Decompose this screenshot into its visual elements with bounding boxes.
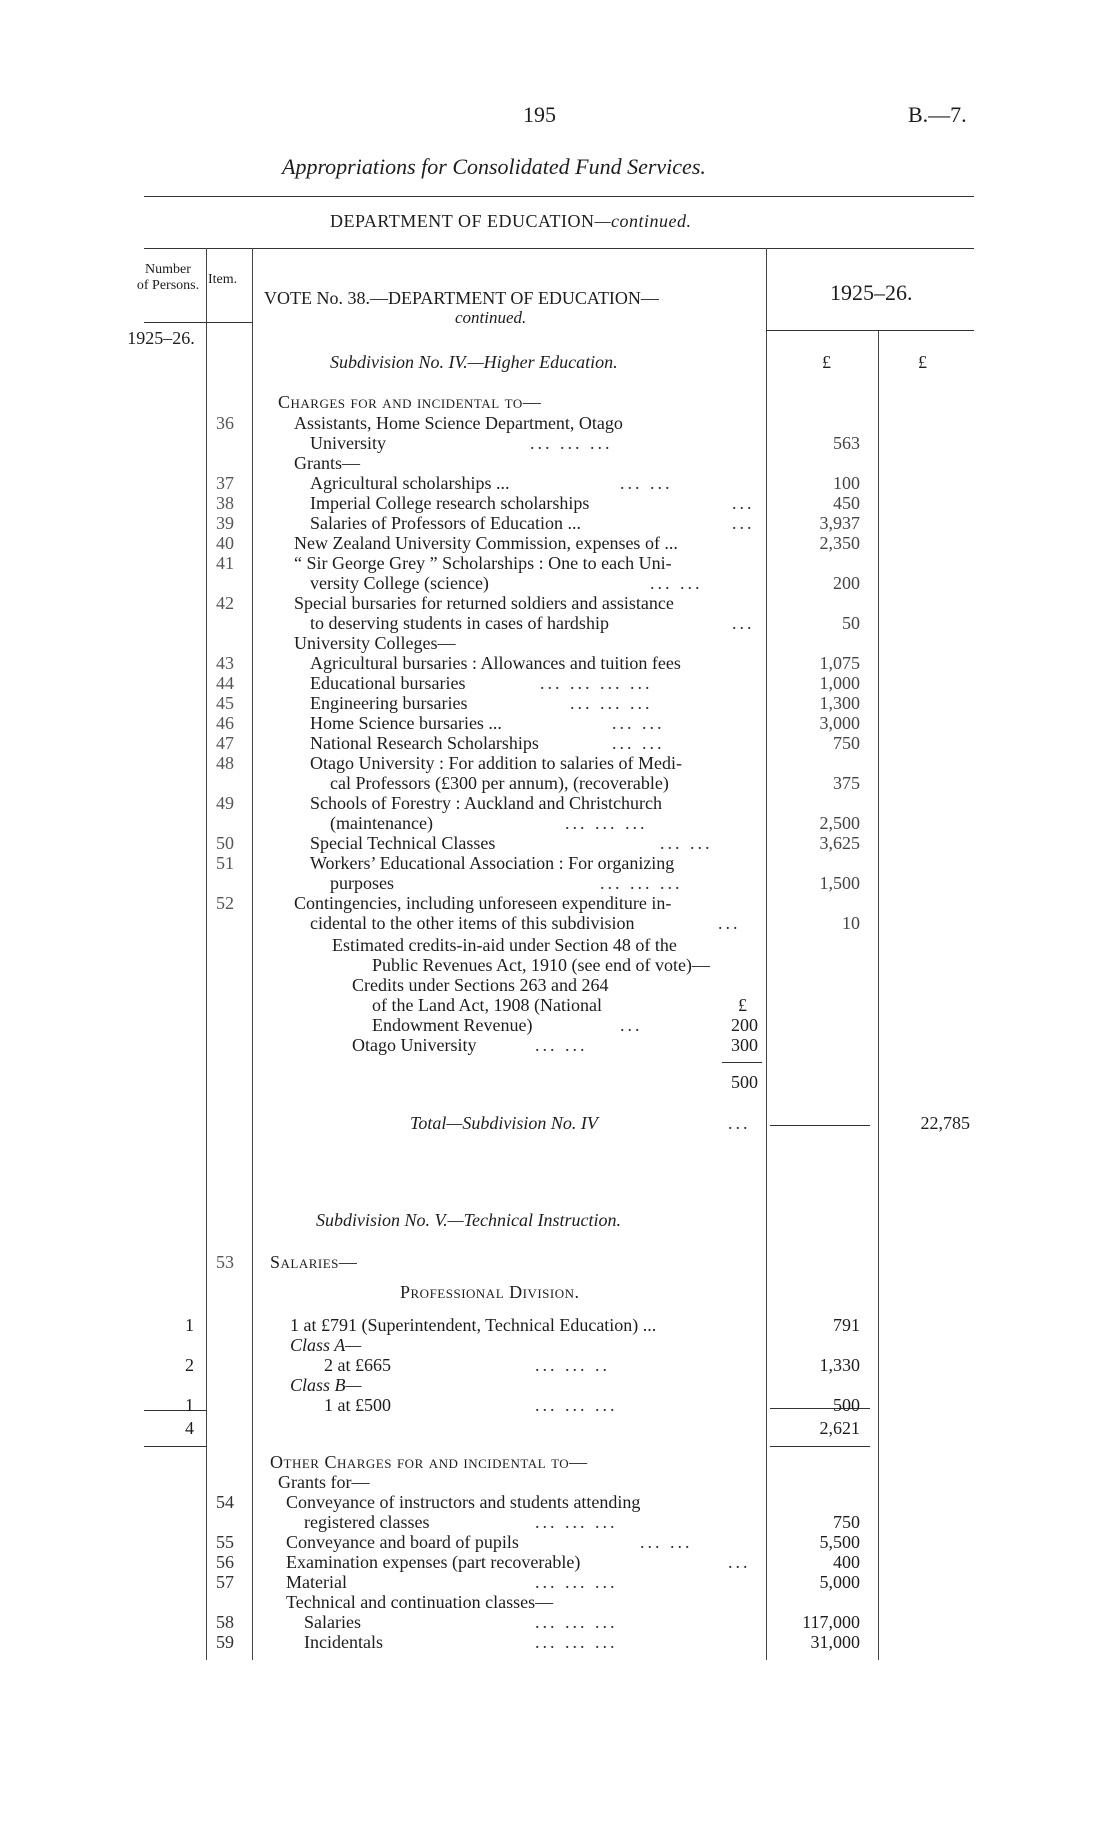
sub5-item-number: 59 [216, 1632, 234, 1652]
sub4-row-amount: 563 [833, 433, 860, 453]
sub5-grants-for: Grants for— [278, 1472, 370, 1492]
sub4-item-number: 40 [216, 533, 234, 553]
sub4-item-number: 39 [216, 513, 234, 533]
sub4-row-text: “ Sir George Grey ” Scholarships : One to each Uni- [294, 553, 672, 573]
sub5-other-row-text: Material [286, 1572, 347, 1592]
column-divider-total [878, 330, 879, 1660]
page-title: Appropriations for Consolidated Fund Services. [282, 154, 706, 179]
sub4-row-amount: 1,300 [819, 693, 860, 713]
sub4-row-text: Special Technical Classes [310, 833, 496, 853]
sub4-row-text: Otago University : For addition to salaries of Medi- [310, 753, 682, 773]
sub4-row-amount: 1,075 [819, 653, 860, 673]
sub5-other-row-text: Examination expenses (part recoverable) [286, 1552, 581, 1572]
sub5-other-heading: Other Charges for and incidental to— [270, 1452, 588, 1472]
sub4-row-dots: ... ... [612, 713, 665, 733]
sub4-item-number: 45 [216, 693, 234, 713]
sub4-row-dots: ... [732, 513, 755, 533]
sub4-row-text: Educational bursaries [310, 673, 466, 693]
sub4-row-dots: ... ... [650, 573, 703, 593]
sub4-row-dots: ... ... [660, 833, 713, 853]
sub5-salaries-item: 53 [216, 1252, 234, 1272]
sub5-other-row-amount: 750 [833, 1512, 860, 1532]
sub4-row-dots: ... ... ... [530, 433, 613, 453]
sub4-item-number: 37 [216, 473, 234, 493]
sub4-row-text: University [310, 433, 386, 453]
sub5-other-row-text: Technical and continuation classes— [286, 1592, 554, 1612]
sub4-row-amount: 2,350 [819, 533, 860, 553]
sub5-other-row-dots: ... ... ... [535, 1632, 618, 1652]
sub5-other-row-amount: 31,000 [810, 1632, 860, 1652]
pound-column-2: £ [918, 352, 927, 372]
sub4-row-text: cidental to the other items of this subdivision [310, 913, 635, 933]
sub4-total-amount: 22,785 [920, 1113, 970, 1133]
sub5-item-number: 55 [216, 1532, 234, 1552]
sub5-other-row-text: Incidentals [304, 1632, 383, 1652]
table-top-rule [144, 248, 974, 249]
sub4-item-number: 41 [216, 553, 234, 573]
department-name: DEPARTMENT OF EDUCATION [330, 211, 595, 231]
sub4-row-text: Imperial College research scholarships [310, 493, 590, 513]
sub5-other-row-text: Conveyance of instructors and students attending [286, 1492, 641, 1512]
vote-line2: continued. [455, 308, 527, 327]
sub4-heading: Subdivision No. IV.—Higher Education. [330, 352, 618, 372]
credits-line2: Public Revenues Act, 1910 (see end of vote)— [372, 955, 710, 975]
sub4-item-number: 49 [216, 793, 234, 813]
persons-year: 1925–26. [127, 328, 195, 348]
sub5-row-text: Class A— [290, 1335, 362, 1355]
credits-line5-dots: ... [620, 1015, 643, 1035]
sub5-other-row-dots: ... ... [640, 1532, 693, 1552]
sub4-row-text: Engineering bursaries [310, 693, 468, 713]
sub5-other-row-dots: ... [728, 1552, 751, 1572]
sub5-other-row-dots: ... ... ... [535, 1572, 618, 1592]
sub4-row-text: (maintenance) [330, 813, 433, 833]
credits-total-rule [722, 1062, 762, 1063]
sub4-row-amount: 200 [833, 573, 860, 593]
sub4-row-dots: ... ... [612, 733, 665, 753]
sub4-row-text: versity College (science) [310, 573, 489, 593]
credits-pound: £ [738, 995, 747, 1015]
persons-header-rule [144, 322, 206, 323]
sub5-heading: Subdivision No. V.—Technical Instruction. [316, 1210, 622, 1230]
credits-line5: Endowment Revenue) [372, 1015, 533, 1035]
sub4-row-text: cal Professors (£300 per annum), (recoverable) [330, 773, 669, 793]
sub5-item-number: 54 [216, 1492, 234, 1512]
sub4-row-text: purposes [330, 873, 394, 893]
sub5-row-dots: ... ... ... [535, 1395, 618, 1415]
sub4-item-number: 52 [216, 893, 234, 913]
sub5-other-row-text: Conveyance and board of pupils [286, 1532, 519, 1552]
sub5-item-number: 58 [216, 1612, 234, 1632]
credits-line4: of the Land Act, 1908 (National [372, 995, 602, 1015]
item-header: Item. [208, 272, 238, 287]
sub4-row-text: Workers’ Educational Association : For organizing [310, 853, 675, 873]
sub4-total-rule [770, 1125, 870, 1126]
sub5-persons-total: 4 [185, 1418, 194, 1438]
sub4-row-text: Agricultural bursaries : Allowances and tuition fees [310, 653, 681, 673]
sub4-row-amount: 3,937 [819, 513, 860, 533]
credits-line6-dots: ... ... [535, 1035, 588, 1055]
sub5-persons-count: 1 [185, 1315, 194, 1335]
sub4-row-amount: 375 [833, 773, 860, 793]
sub5-other-row-dots: ... ... ... [535, 1512, 618, 1532]
sub5-persons-count: 2 [185, 1355, 194, 1375]
sub4-item-number: 38 [216, 493, 234, 513]
sub4-row-dots: ... ... [620, 473, 673, 493]
sub5-other-row-text: Salaries [304, 1612, 361, 1632]
vote-line1: VOTE No. 38.—DEPARTMENT OF EDUCATION— [264, 288, 659, 308]
sub5-other-row-dots: ... ... ... [535, 1612, 618, 1632]
title-rule [144, 196, 974, 197]
column-divider-item [252, 248, 253, 1660]
sub4-row-amount: 10 [842, 913, 860, 933]
credits-line1: Estimated credits-in-aid under Section 48 of the [332, 935, 677, 955]
persons-header [130, 262, 206, 294]
credits-line6: Otago University [352, 1035, 477, 1055]
sub4-row-amount: 50 [842, 613, 860, 633]
sub5-row-dots: ... ... .. [535, 1355, 610, 1375]
sub4-row-dots: ... [718, 913, 741, 933]
sub4-row-text: to deserving students in cases of hardship [310, 613, 609, 633]
sub4-row-amount: 2,500 [819, 813, 860, 833]
sub4-row-text: Schools of Forestry : Auckland and Christchurch [310, 793, 662, 813]
item-header-rule [206, 322, 252, 323]
credits-line3: Credits under Sections 263 and 264 [352, 975, 609, 995]
sub4-item-number: 48 [216, 753, 234, 773]
column-divider-amount [766, 248, 767, 1660]
sub4-row-amount: 3,625 [819, 833, 860, 853]
sub5-other-row-amount: 117,000 [802, 1612, 860, 1632]
credits-total: 500 [731, 1072, 758, 1092]
sub5-row-text: 2 at £665 [324, 1355, 391, 1375]
sub4-row-text: Contingencies, including unforeseen expenditure in- [294, 893, 672, 913]
sub5-division: Professional Division. [400, 1282, 580, 1302]
persons-header-line1: Number [145, 262, 191, 277]
sub4-item-number: 36 [216, 413, 234, 433]
sub5-salaries-label: Salaries— [270, 1252, 358, 1272]
page-reference: B.—7. [908, 102, 967, 127]
sub4-item-number: 50 [216, 833, 234, 853]
page-number: 195 [523, 102, 556, 127]
sub4-row-text: National Research Scholarships [310, 733, 539, 753]
sub4-total-label: Total—Subdivision No. IV [410, 1113, 598, 1133]
year-header-rule [766, 330, 974, 331]
sub4-row-text: Special bursaries for returned soldiers and assistance [294, 593, 674, 613]
credits-line6-amount: 300 [731, 1035, 758, 1055]
sub4-row-text: University Colleges— [294, 633, 456, 653]
sub4-row-dots: ... [732, 493, 755, 513]
sub5-item-number: 57 [216, 1572, 234, 1592]
sub4-row-text: Agricultural scholarships ... [310, 473, 510, 493]
sub4-row-amount: 100 [833, 473, 860, 493]
salaries-subtotal-bottom-rule [770, 1446, 870, 1447]
sub5-row-text: Class B— [290, 1375, 362, 1395]
sub4-item-number: 47 [216, 733, 234, 753]
sub5-row-text: 1 at £500 [324, 1395, 391, 1415]
sub4-row-text: Salaries of Professors of Education ... [310, 513, 581, 533]
sub5-row-text: 1 at £791 (Superintendent, Technical Education) ... [290, 1315, 657, 1335]
credits-line5-amount: 200 [731, 1015, 758, 1035]
sub4-row-text: Grants— [294, 453, 360, 473]
persons-subtotal-bottom-rule [144, 1446, 206, 1447]
sub4-row-amount: 1,500 [819, 873, 860, 893]
sub4-row-text: Assistants, Home Science Department, Otago [294, 413, 623, 433]
sub4-row-amount: 450 [833, 493, 860, 513]
pound-column-1: £ [822, 352, 831, 372]
sub5-row-amount: 1,330 [819, 1355, 860, 1375]
sub4-item-number: 44 [216, 673, 234, 693]
sub4-item-number: 51 [216, 853, 234, 873]
sub4-row-dots: ... [732, 613, 755, 633]
sub4-row-dots: ... ... ... ... [540, 673, 653, 693]
persons-header-line2: of Persons. [136, 278, 200, 293]
sub4-item-number: 46 [216, 713, 234, 733]
year-header: 1925–26. [830, 280, 913, 305]
sub5-salaries-total: 2,621 [819, 1418, 860, 1438]
sub5-other-row-amount: 5,000 [819, 1572, 860, 1592]
sub5-row-amount: 791 [833, 1315, 860, 1335]
sub5-other-row-amount: 400 [833, 1552, 860, 1572]
sub4-charges-heading: Charges for and incidental to— [278, 392, 542, 412]
sub5-persons-count: 1 [185, 1395, 194, 1415]
sub4-item-number: 42 [216, 593, 234, 613]
sub4-row-dots: ... ... ... [565, 813, 648, 833]
sub4-row-dots: ... ... ... [570, 693, 653, 713]
sub5-other-row-amount: 5,500 [819, 1532, 860, 1552]
sub5-item-number: 56 [216, 1552, 234, 1572]
column-divider-persons [206, 248, 207, 1660]
sub5-other-row-text: registered classes [304, 1512, 430, 1532]
sub4-total-dots: ... [728, 1113, 751, 1133]
sub4-row-text: Home Science bursaries ... [310, 713, 502, 733]
sub4-item-number: 43 [216, 653, 234, 673]
sub5-row-amount: 500 [833, 1395, 860, 1415]
department-suffix: —continued. [594, 211, 692, 231]
sub4-row-amount: 3,000 [819, 713, 860, 733]
sub4-row-dots: ... ... ... [600, 873, 683, 893]
sub4-row-amount: 750 [833, 733, 860, 753]
department-heading [330, 211, 691, 232]
sub4-row-amount: 1,000 [819, 673, 860, 693]
sub4-row-text: New Zealand University Commission, expenses of ... [294, 533, 678, 553]
